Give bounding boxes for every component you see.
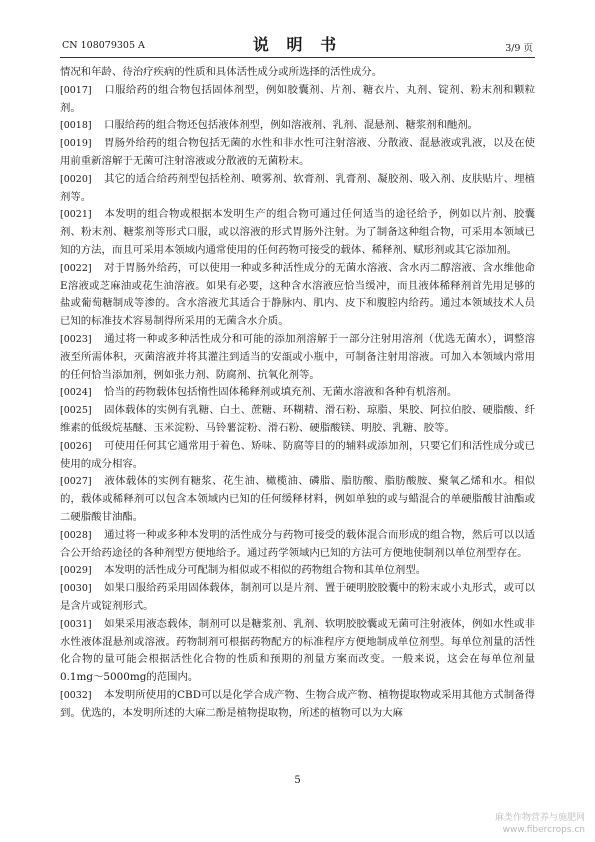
paragraph-number: [0021] xyxy=(60,209,92,221)
numbered-paragraph xyxy=(60,171,535,207)
numbered-paragraph xyxy=(60,527,535,563)
paragraph-text: 通过将一种或多种活性成分和可能的添加剂溶解于一部分注射用溶剂（优选无菌水），调整溶液至所需体积，灭菌溶液并将其灌注到适当的安瓿或小瓶中，可制备注射用溶液。可加入本领域内常用的任何恰当添加剂，例如张力剂、防腐剂、抗氧化剂等。 xyxy=(60,332,535,381)
header-divider xyxy=(60,57,535,58)
paragraph-number: [0020] xyxy=(60,173,92,185)
paragraph-list xyxy=(60,82,535,723)
paragraph-text: 如果采用液态载体，制剂可以是糖浆剂、乳剂、软明胶胶囊或无菌可注射液体，例如水性或非水性液体混悬剂或溶液。药物制剂可根据药物配方的标准程序方便地制成单位剂型。每单位剂量的活性化合物的量可能会根据活性化合物的性质和预期的剂量方案而改变。一般来说，这会在每单位剂量0.1mg～5000mg的范围内。 xyxy=(60,617,535,684)
publication-number: CN 108079305 A xyxy=(62,40,145,51)
paragraph-number: [0030] xyxy=(60,583,92,595)
paragraph-text: 口服给药的组合物还包括液体剂型，例如溶液剂、乳剂、混悬剂、糖浆剂和酏剂。 xyxy=(104,119,479,132)
paragraph-text: 其它的适合给药剂型包括栓剂、喷雾剂、软膏剂、乳膏剂、凝胶剂、吸入剂、皮肤贴片、埋植剂等。 xyxy=(60,172,535,203)
paragraph-number: [0032] xyxy=(60,689,92,701)
paragraph-text: 如果口服给药采用固体载体，制剂可以是片剂、置于硬明胶胶囊中的粉末或小丸形式，或可以是含片或锭剂形式。 xyxy=(60,582,535,612)
numbered-paragraph xyxy=(60,562,535,580)
document-title: 说 明 书 xyxy=(252,35,343,54)
page-indicator: 3/9 页 xyxy=(505,43,533,54)
numbered-paragraph xyxy=(60,402,535,438)
numbered-paragraph xyxy=(60,135,535,171)
paragraph-text: 本发明的组合物或根据本发明生产的组合物可通过任何适当的途径给予，例如以片剂、胶囊剂、粉末剂、糖浆剂等形式口服，或以溶液的形式胃肠外注射。为了制备这种组合物，可采用本领域已知的方法，而且可采用本领域内通常使用的任何药物可接受的载体、稀释剂、赋形剂或其它添加剂。 xyxy=(60,208,535,256)
paragraph-number: [0027] xyxy=(60,476,92,488)
watermark xyxy=(455,812,585,836)
numbered-paragraph xyxy=(60,438,535,474)
numbered-paragraph xyxy=(60,473,535,526)
paragraph-number: [0028] xyxy=(60,529,92,541)
paragraph-text: 固体载体的实例有乳糖、白土、蔗糖、环糊精、滑石粉、琼脂、果胶、阿拉伯胶、硬脂酸、纤维素的低级烷基醚、玉米淀粉、马铃薯淀粉、滑石粉、硬脂酸镁、明胶、乳糖、胶等。 xyxy=(60,404,535,434)
paragraph-number: [0018] xyxy=(60,120,92,132)
paragraph-text: 可使用任何其它通常用于着色、矫味、防腐等目的的辅料或添加剂，只要它们和活性成分或已使用的成分相容。 xyxy=(60,439,535,470)
numbered-paragraph xyxy=(60,616,535,687)
paragraph-number: [0019] xyxy=(60,138,92,150)
paragraph-number: [0026] xyxy=(60,440,92,452)
paragraph-text: 口服给药的组合物包括固体剂型，例如胶囊剂、片剂、糖衣片、丸剂、锭剂、粉末剂和颗粒剂。 xyxy=(60,83,535,114)
page-header xyxy=(60,32,535,54)
page-number: 5 xyxy=(294,775,301,786)
paragraph-text: 胃肠外给药的组合物包括无菌的水性和非水性可注射溶液、分散液、混悬液或乳液，以及在使用前重新溶解于无菌可注射溶液或分散液的无菌粉末。 xyxy=(60,137,535,167)
lead-paragraph: 情况和年龄、待治疗疾病的性质和具体活性成分或所选择的活性成分。 xyxy=(60,66,383,78)
paragraph-text: 对于胃肠外给药，可以使用一种或多种活性成分的无菌水溶液、含水丙二醇溶液、含水维他命E溶液或芝麻油或花生油溶液。如果有必要，这种含水溶液应恰当缓冲，而且液体稀释剂首先用足够的盐或葡萄糖制成等渗的。含水溶液尤其适合于静脉内、肌内、皮下和腹腔内给药。通过本领域技术人员已知的标准技术容易制得所采用的无菌含水介质。 xyxy=(60,261,535,328)
paragraph-text: 本发明所使用的CBD可以是化学合成产物、生物合成产物、植物提取物或采用其他方式制备得到。优选的，本发明所述的大麻二酚是植物提取物，所述的植物可以为大麻 xyxy=(60,688,535,719)
paragraph-number: [0024] xyxy=(60,387,92,399)
paragraph-text: 本发明的活性成分可配制为相似或不相似的药物组合物和其单位剂型。 xyxy=(104,564,427,577)
paragraph-number: [0025] xyxy=(60,405,92,417)
document-body xyxy=(60,64,535,722)
watermark-url: www.fibercrops.cn xyxy=(502,825,585,835)
numbered-paragraph xyxy=(60,117,535,135)
paragraph-text: 液体载体的实例有糖浆、花生油、橄榄油、磷脂、脂肪酸、脂肪酸胺、聚氧乙烯和水。相似的，载体或稀释剂可以包含本领域内已知的任何缓释材料，例如单独的或与蜡混合的单硬脂酸甘油酯或二硬脂酸甘油酯。 xyxy=(60,475,535,523)
numbered-paragraph xyxy=(60,687,535,723)
numbered-paragraph xyxy=(60,331,535,384)
paragraph-number: [0023] xyxy=(60,333,92,345)
paragraph-number: [0031] xyxy=(60,618,92,630)
watermark-site-name: 麻类作物营养与施肥网 xyxy=(494,813,585,823)
paragraph-text: 通过将一种或多种本发明的活性成分与药物可接受的载体混合而形成的组合物，然后可以以适合公开给药途径的各种剂型方便地给予。通过药学领域内已知的方法可方便地使制剂以单位剂型存在。 xyxy=(60,528,535,559)
numbered-paragraph xyxy=(60,260,535,331)
paragraph-number: [0029] xyxy=(60,565,92,577)
paragraph-text: 恰当的药物载体包括惰性固体稀释剂或填充剂、无菌水溶液和各种有机溶剂。 xyxy=(104,386,458,399)
paragraph-number: [0022] xyxy=(60,262,92,274)
numbered-paragraph xyxy=(60,384,535,402)
numbered-paragraph xyxy=(60,82,535,118)
numbered-paragraph xyxy=(60,206,535,259)
paragraph-number: [0017] xyxy=(60,84,92,96)
numbered-paragraph xyxy=(60,580,535,616)
